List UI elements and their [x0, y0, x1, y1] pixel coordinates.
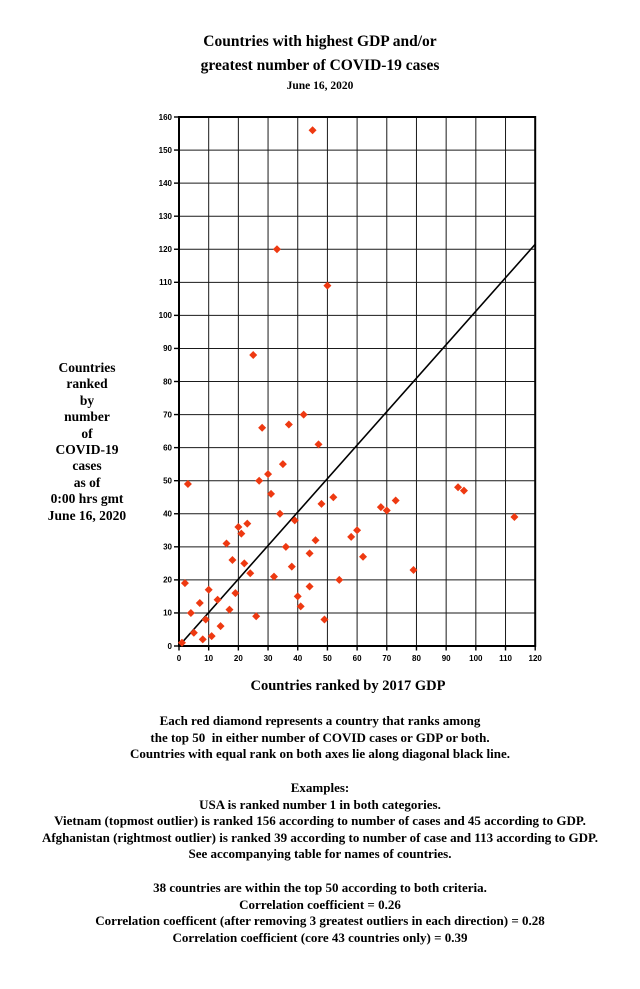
data-point	[309, 126, 317, 134]
y-tick-label: 140	[158, 178, 172, 188]
x-tick-label: 80	[412, 654, 421, 663]
data-point	[264, 470, 272, 478]
x-tick-label: 30	[263, 654, 273, 663]
y-tick-label: 20	[163, 575, 172, 585]
data-point	[196, 599, 204, 607]
data-point	[187, 609, 195, 617]
data-point	[392, 497, 400, 505]
data-point	[205, 586, 213, 594]
data-point	[359, 553, 367, 561]
note-line: Correlation coefficient = 0.26	[239, 896, 401, 912]
data-point	[294, 592, 302, 600]
y-axis-label-line: COVID-19	[55, 442, 119, 458]
y-axis-label-line: as of	[73, 474, 101, 490]
chart-title	[0, 30, 640, 94]
note-line: USA is ranked number 1 in both categories.	[199, 796, 441, 812]
data-point	[329, 493, 337, 501]
data-point	[246, 569, 254, 577]
note-line: Examples:	[290, 780, 350, 795]
data-point	[317, 500, 325, 508]
note-line: Correlation coefficient (core 43 countries only) = 0.39	[172, 929, 468, 945]
y-tick-label: 60	[163, 443, 172, 453]
y-axis-label-line: ranked	[66, 376, 108, 392]
data-point	[214, 596, 222, 604]
data-point	[243, 520, 251, 528]
note-line: the top 50 in either number of COVID cases or GDP or both.	[150, 729, 490, 745]
x-tick-label: 120	[528, 654, 542, 663]
note-line: Afghanistan (rightmost outlier) is ranked 39 according to number of case and 113 according to GDP.	[41, 829, 599, 845]
note-legend	[0, 713, 640, 763]
y-tick-label: 0	[167, 641, 172, 651]
x-tick-label: 70	[382, 654, 392, 663]
data-point	[217, 622, 225, 630]
data-point	[225, 606, 233, 614]
y-axis-label-line: June 16, 2020	[47, 507, 127, 523]
note-line: Correlation coefficent (after removing 3 greatest outliers in each direction) = 0.28	[95, 913, 545, 929]
data-point	[285, 420, 293, 428]
data-point	[282, 543, 290, 551]
data-point	[258, 424, 266, 432]
y-tick-label: 90	[163, 344, 172, 354]
data-point	[306, 549, 314, 557]
data-point	[323, 282, 331, 290]
data-point	[510, 513, 518, 521]
data-point	[249, 351, 257, 359]
note-statistics	[0, 880, 640, 946]
y-axis-label-line: Countries	[58, 360, 116, 375]
x-tick-label: 20	[233, 654, 243, 663]
x-tick-label: 100	[469, 654, 483, 663]
y-tick-label: 160	[158, 112, 172, 122]
data-point	[222, 540, 230, 548]
data-point	[255, 477, 263, 485]
chart-title-line-1: Countries with highest GDP and/or	[203, 33, 437, 50]
y-tick-label: 50	[163, 476, 172, 486]
y-tick-label: 80	[163, 377, 172, 387]
x-tick-label: 60	[352, 654, 362, 663]
data-point	[252, 612, 260, 620]
data-point	[228, 556, 236, 564]
data-point	[315, 440, 323, 448]
chart-title-line-2: greatest number of COVID-19 cases	[200, 57, 440, 74]
y-axis-label-line: cases	[72, 458, 102, 474]
y-tick-label: 30	[163, 542, 172, 552]
x-tick-label: 40	[293, 654, 303, 663]
data-point	[199, 635, 207, 643]
note-line: See accompanying table for names of countries.	[188, 846, 452, 862]
data-point	[300, 411, 308, 419]
data-point	[288, 563, 296, 571]
x-axis-label: Countries ranked by 2017 GDP	[250, 678, 446, 694]
y-tick-label: 40	[163, 509, 172, 519]
note-line: 38 countries are within the top 50 according to both criteria.	[153, 880, 487, 895]
scatter-plot	[130, 100, 575, 680]
note-examples	[0, 780, 640, 863]
y-tick-label: 130	[158, 211, 172, 221]
note-line: Countries with equal rank on both axes lie along diagonal black line.	[130, 746, 510, 762]
y-tick-label: 120	[158, 245, 172, 255]
data-point	[181, 579, 189, 587]
x-tick-label: 50	[322, 654, 332, 663]
y-tick-label: 110	[159, 278, 172, 288]
y-axis-label-line: of	[81, 425, 93, 441]
data-point	[184, 480, 192, 488]
y-axis-label-line: 0:00 hrs gmt	[50, 491, 124, 507]
data-point	[306, 582, 314, 590]
x-tick-label: 110	[499, 654, 512, 663]
data-point	[273, 245, 281, 253]
note-line: Vietnam (topmost outlier) is ranked 156 according to number of cases and 45 according to GDP.	[54, 813, 586, 829]
data-point	[279, 460, 287, 468]
data-point	[240, 559, 248, 567]
data-point	[347, 533, 355, 541]
y-tick-label: 10	[163, 608, 172, 618]
data-point	[276, 510, 284, 518]
data-point	[312, 536, 320, 544]
y-tick-label: 70	[163, 410, 172, 420]
data-point	[335, 576, 343, 584]
note-line: Each red diamond represents a country that ranks among	[159, 713, 481, 728]
y-axis-label-line: by	[79, 392, 95, 408]
y-tick-label: 100	[158, 311, 172, 321]
x-tick-label: 0	[176, 654, 182, 663]
data-point	[190, 629, 198, 637]
x-tick-label: 10	[204, 654, 214, 663]
chart-title-date: June 16, 2020	[286, 80, 354, 92]
data-point	[270, 573, 278, 581]
data-point	[353, 526, 361, 534]
y-tick-label: 150	[158, 145, 172, 155]
x-tick-label: 90	[441, 654, 451, 663]
y-axis-label-line: number	[64, 409, 110, 425]
